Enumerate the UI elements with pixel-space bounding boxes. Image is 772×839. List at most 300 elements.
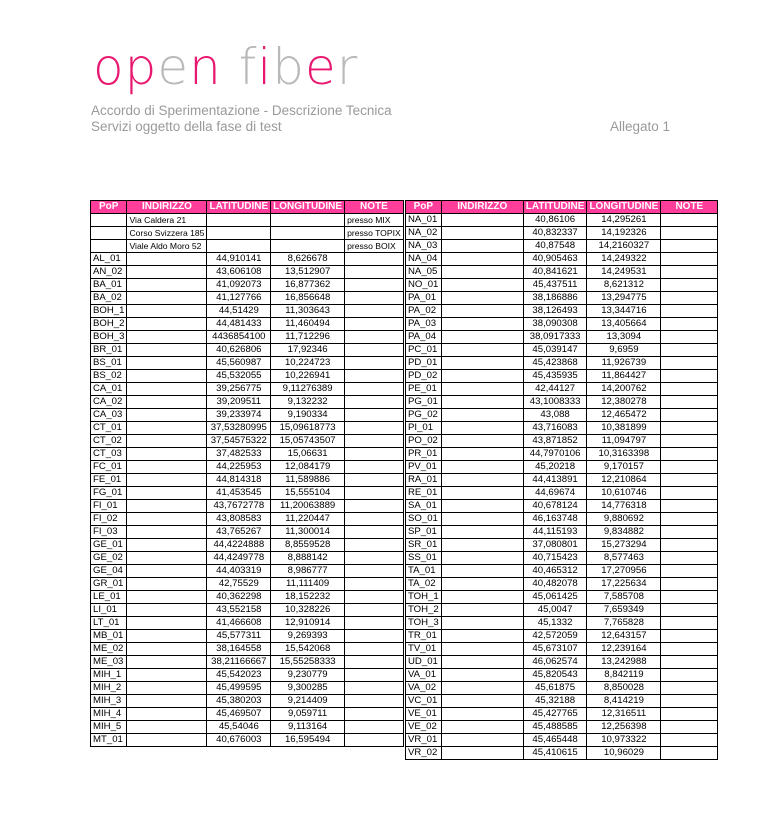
longitude-cell: 14,192326 — [587, 227, 661, 240]
longitude-cell: 10,96029 — [587, 747, 661, 760]
pop-cell: UD_01 — [406, 656, 442, 669]
longitude-cell: 10,381899 — [587, 422, 661, 435]
address-cell — [127, 461, 207, 474]
latitude-cell: 45,32188 — [523, 695, 587, 708]
longitude-cell: 7,659349 — [587, 604, 661, 617]
pop-cell: MB_01 — [91, 630, 127, 643]
table-row — [91, 214, 404, 227]
address-cell — [441, 552, 523, 565]
latitude-cell: 40,362298 — [207, 591, 271, 604]
pop-cell: FC_01 — [91, 461, 127, 474]
table-row — [406, 656, 718, 669]
note-cell — [661, 578, 718, 591]
latitude-cell: 43,716083 — [523, 422, 587, 435]
longitude-cell: 8,986777 — [271, 565, 345, 578]
pop-cell — [91, 227, 127, 240]
table-row — [91, 396, 404, 409]
longitude-cell: 12,910914 — [271, 617, 345, 630]
pop-cell: BS_02 — [91, 370, 127, 383]
address-cell — [441, 214, 523, 227]
address-cell: Corso Svizzera 185 — [127, 227, 207, 240]
longitude-cell: 8,842119 — [587, 669, 661, 682]
latitude-cell: 37,482533 — [207, 448, 271, 461]
table-row — [406, 448, 718, 461]
longitude-cell: 12,316511 — [587, 708, 661, 721]
note-cell — [345, 643, 404, 656]
address-cell — [441, 305, 523, 318]
longitude-cell: 15,555104 — [271, 487, 345, 500]
longitude-cell: 10,224723 — [271, 357, 345, 370]
table-header-row — [406, 201, 718, 214]
col-indirizzo: INDIRIZZO — [441, 201, 523, 214]
address-cell — [441, 240, 523, 253]
table-row — [406, 643, 718, 656]
note-cell — [661, 552, 718, 565]
latitude-cell: 45,410615 — [523, 747, 587, 760]
note-cell — [661, 695, 718, 708]
longitude-cell: 11,20063889 — [271, 500, 345, 513]
note-cell — [345, 305, 404, 318]
latitude-cell: 44,115193 — [523, 526, 587, 539]
pop-cell: VA_01 — [406, 669, 442, 682]
pop-cell: CT_02 — [91, 435, 127, 448]
table-row — [406, 630, 718, 643]
col-note: NOTE — [661, 201, 718, 214]
note-cell — [661, 318, 718, 331]
longitude-cell: 11,864427 — [587, 370, 661, 383]
pop-cell: PR_01 — [406, 448, 442, 461]
address-cell — [127, 656, 207, 669]
pop-cell: VC_01 — [406, 695, 442, 708]
table-row — [91, 565, 404, 578]
latitude-cell — [207, 240, 271, 253]
latitude-cell: 45,61875 — [523, 682, 587, 695]
latitude-cell: 37,53280995 — [207, 422, 271, 435]
longitude-cell: 13,294775 — [587, 292, 661, 305]
pop-cell: BA_01 — [91, 279, 127, 292]
latitude-cell: 44,7970106 — [523, 448, 587, 461]
address-cell — [441, 357, 523, 370]
latitude-cell: 4436854100 — [207, 331, 271, 344]
note-cell — [661, 266, 718, 279]
address-cell — [127, 253, 207, 266]
address-cell — [127, 721, 207, 734]
note-cell — [661, 656, 718, 669]
latitude-cell: 41,453545 — [207, 487, 271, 500]
address-cell — [127, 344, 207, 357]
longitude-cell: 11,094797 — [587, 435, 661, 448]
col-indirizzo: INDIRIZZO — [127, 201, 207, 214]
address-cell — [127, 539, 207, 552]
latitude-cell: 45,820543 — [523, 669, 587, 682]
table-row — [406, 591, 718, 604]
address-cell — [127, 305, 207, 318]
pop-cell: PG_02 — [406, 409, 442, 422]
latitude-cell: 44,4249778 — [207, 552, 271, 565]
table-row — [91, 409, 404, 422]
note-cell — [345, 370, 404, 383]
latitude-cell: 45,560987 — [207, 357, 271, 370]
latitude-cell: 38,186886 — [523, 292, 587, 305]
longitude-cell: 9,170157 — [587, 461, 661, 474]
address-cell — [441, 487, 523, 500]
latitude-cell: 40,832337 — [523, 227, 587, 240]
longitude-cell: 11,712296 — [271, 331, 345, 344]
longitude-cell: 9,059711 — [271, 708, 345, 721]
note-cell — [345, 526, 404, 539]
annex-label: Allegato 1 — [610, 119, 671, 134]
address-cell — [127, 487, 207, 500]
pop-cell: GE_01 — [91, 539, 127, 552]
note-cell — [345, 669, 404, 682]
pop-cell: PI_01 — [406, 422, 442, 435]
latitude-cell: 44,51429 — [207, 305, 271, 318]
table-row — [406, 279, 718, 292]
longitude-cell: 9,11276389 — [271, 383, 345, 396]
note-cell — [661, 669, 718, 682]
table-row — [91, 500, 404, 513]
note-cell — [345, 708, 404, 721]
address-cell — [441, 513, 523, 526]
pop-cell: PG_01 — [406, 396, 442, 409]
note-cell — [661, 565, 718, 578]
table-row — [91, 266, 404, 279]
longitude-cell: 9,113164 — [271, 721, 345, 734]
note-cell — [661, 539, 718, 552]
table-row — [406, 409, 718, 422]
pop-cell: CT_03 — [91, 448, 127, 461]
address-cell — [127, 513, 207, 526]
table-row — [91, 617, 404, 630]
pop-cell: CA_02 — [91, 396, 127, 409]
latitude-cell: 44,413891 — [523, 474, 587, 487]
longitude-cell: 9,300285 — [271, 682, 345, 695]
table-row — [91, 656, 404, 669]
pop-cell: PA_01 — [406, 292, 442, 305]
longitude-cell: 8,414219 — [587, 695, 661, 708]
latitude-cell: 44,4224888 — [207, 539, 271, 552]
pop-cell: TR_01 — [406, 630, 442, 643]
table-row — [91, 591, 404, 604]
address-cell — [127, 617, 207, 630]
address-cell — [127, 370, 207, 383]
table-row — [406, 487, 718, 500]
note-cell: presso MIX — [345, 214, 404, 227]
table-row — [91, 682, 404, 695]
address-cell — [127, 708, 207, 721]
pop-cell: NA_04 — [406, 253, 442, 266]
address-cell — [127, 578, 207, 591]
pop-cell: NA_02 — [406, 227, 442, 240]
address-cell — [441, 344, 523, 357]
latitude-cell: 45,532055 — [207, 370, 271, 383]
address-cell — [127, 474, 207, 487]
note-cell — [345, 487, 404, 500]
pop-cell: TOH_1 — [406, 591, 442, 604]
pop-cell: CT_01 — [91, 422, 127, 435]
note-cell — [661, 279, 718, 292]
latitude-cell: 45,437511 — [523, 279, 587, 292]
latitude-cell: 41,466608 — [207, 617, 271, 630]
longitude-cell: 16,595494 — [271, 734, 345, 747]
table-row — [91, 513, 404, 526]
table-row — [91, 370, 404, 383]
note-cell — [345, 279, 404, 292]
longitude-cell: 12,380278 — [587, 396, 661, 409]
latitude-cell: 39,209511 — [207, 396, 271, 409]
note-cell — [661, 708, 718, 721]
pop-cell: SA_01 — [406, 500, 442, 513]
note-cell — [345, 604, 404, 617]
latitude-cell: 41,092073 — [207, 279, 271, 292]
address-cell — [441, 227, 523, 240]
pop-cell: CA_01 — [91, 383, 127, 396]
table-row — [406, 383, 718, 396]
longitude-cell: 15,273294 — [587, 539, 661, 552]
pop-cell: PE_01 — [406, 383, 442, 396]
note-cell — [661, 526, 718, 539]
table-row — [91, 305, 404, 318]
longitude-cell — [271, 227, 345, 240]
address-cell — [441, 630, 523, 643]
table-row — [406, 513, 718, 526]
pop-cell: BR_01 — [91, 344, 127, 357]
pop-cell: TOH_2 — [406, 604, 442, 617]
latitude-cell: 45,577311 — [207, 630, 271, 643]
longitude-cell: 16,877362 — [271, 279, 345, 292]
table-row — [406, 266, 718, 279]
longitude-cell: 10,610746 — [587, 487, 661, 500]
note-cell — [345, 695, 404, 708]
address-cell — [441, 721, 523, 734]
note-cell — [661, 214, 718, 227]
table-row — [91, 279, 404, 292]
longitude-cell: 14,295261 — [587, 214, 661, 227]
longitude-cell: 9,190334 — [271, 409, 345, 422]
address-cell — [127, 435, 207, 448]
table-row — [91, 240, 404, 253]
address-cell — [441, 669, 523, 682]
note-cell — [661, 643, 718, 656]
address-cell — [441, 318, 523, 331]
latitude-cell: 40,465312 — [523, 565, 587, 578]
note-cell — [661, 227, 718, 240]
longitude-cell: 13,405664 — [587, 318, 661, 331]
note-cell — [345, 435, 404, 448]
pop-cell: LT_01 — [91, 617, 127, 630]
latitude-cell: 43,808583 — [207, 513, 271, 526]
address-cell — [127, 526, 207, 539]
address-cell — [441, 500, 523, 513]
table-row — [91, 552, 404, 565]
pop-cell: MIH_3 — [91, 695, 127, 708]
address-cell — [127, 266, 207, 279]
col-longitudine: LONGITUDINE — [587, 201, 661, 214]
longitude-cell: 10,973322 — [587, 734, 661, 747]
longitude-cell: 11,303643 — [271, 305, 345, 318]
pop-cell: AL_01 — [91, 253, 127, 266]
table-row — [406, 214, 718, 227]
longitude-cell: 12,465472 — [587, 409, 661, 422]
longitude-cell — [271, 240, 345, 253]
longitude-cell: 16,856648 — [271, 292, 345, 305]
note-cell — [661, 331, 718, 344]
address-cell — [127, 383, 207, 396]
latitude-cell: 38,0917333 — [523, 331, 587, 344]
address-cell — [441, 526, 523, 539]
address-cell — [441, 279, 523, 292]
latitude-cell: 44,481433 — [207, 318, 271, 331]
pop-cell: NA_05 — [406, 266, 442, 279]
longitude-cell: 11,589886 — [271, 474, 345, 487]
latitude-cell: 41,127766 — [207, 292, 271, 305]
latitude-cell: 45,673107 — [523, 643, 587, 656]
longitude-cell: 9,6959 — [587, 344, 661, 357]
latitude-cell: 40,715423 — [523, 552, 587, 565]
latitude-cell: 45,423868 — [523, 357, 587, 370]
pop-cell: PC_01 — [406, 344, 442, 357]
pop-cell: SS_01 — [406, 552, 442, 565]
document-title: Accordo di Sperimentazione - Descrizione Tecnica — [91, 103, 392, 118]
note-cell — [345, 318, 404, 331]
open-fiber-logo: open fiber — [93, 38, 359, 96]
pop-cell: MIH_1 — [91, 669, 127, 682]
note-cell — [345, 656, 404, 669]
col-pop: PoP — [406, 201, 442, 214]
pop-cell: FI_01 — [91, 500, 127, 513]
pop-cell: PD_02 — [406, 370, 442, 383]
table-row — [91, 422, 404, 435]
pop-cell: PA_03 — [406, 318, 442, 331]
table-row — [406, 734, 718, 747]
note-cell — [661, 721, 718, 734]
pop-cell — [91, 214, 127, 227]
table-row — [406, 552, 718, 565]
address-cell — [441, 695, 523, 708]
note-cell — [661, 500, 718, 513]
latitude-cell: 38,126493 — [523, 305, 587, 318]
latitude-cell: 44,814318 — [207, 474, 271, 487]
table-row — [91, 734, 404, 747]
note-cell: presso TOPIX — [345, 227, 404, 240]
pop-cell: PO_02 — [406, 435, 442, 448]
address-cell — [127, 591, 207, 604]
col-longitudine: LONGITUDINE — [271, 201, 345, 214]
pop-cell: SR_01 — [406, 539, 442, 552]
note-cell — [345, 721, 404, 734]
table-row — [406, 604, 718, 617]
address-cell — [441, 435, 523, 448]
longitude-cell: 15,55258333 — [271, 656, 345, 669]
address-cell — [441, 461, 523, 474]
address-cell: Viale Aldo Moro 52 — [127, 240, 207, 253]
latitude-cell: 40,86106 — [523, 214, 587, 227]
longitude-cell: 11,460494 — [271, 318, 345, 331]
pop-cell: BOH_2 — [91, 318, 127, 331]
pop-cell: FG_01 — [91, 487, 127, 500]
longitude-cell: 12,643157 — [587, 630, 661, 643]
note-cell — [345, 474, 404, 487]
table-row — [91, 695, 404, 708]
address-cell — [441, 292, 523, 305]
note-cell — [661, 370, 718, 383]
longitude-cell: 17,270956 — [587, 565, 661, 578]
latitude-cell: 40,678124 — [523, 500, 587, 513]
latitude-cell: 45,435935 — [523, 370, 587, 383]
table-row — [406, 669, 718, 682]
pop-cell — [91, 240, 127, 253]
address-cell — [441, 604, 523, 617]
pop-cell: MIH_4 — [91, 708, 127, 721]
col-latitudine: LATITUDINE — [523, 201, 587, 214]
pop-cell: LI_01 — [91, 604, 127, 617]
address-cell — [441, 578, 523, 591]
table-row — [91, 331, 404, 344]
address-cell — [127, 695, 207, 708]
note-cell — [345, 682, 404, 695]
latitude-cell: 37,54575322 — [207, 435, 271, 448]
table-row — [91, 643, 404, 656]
note-cell — [661, 292, 718, 305]
address-cell — [127, 565, 207, 578]
note-cell — [345, 734, 404, 747]
note-cell — [345, 331, 404, 344]
note-cell — [661, 734, 718, 747]
pop-table-right — [405, 200, 718, 760]
longitude-cell: 10,3163398 — [587, 448, 661, 461]
pop-cell: VA_02 — [406, 682, 442, 695]
latitude-cell: 45,20218 — [523, 461, 587, 474]
address-cell: Via Caldera 21 — [127, 214, 207, 227]
longitude-cell: 13,242988 — [587, 656, 661, 669]
table-row — [406, 305, 718, 318]
address-cell — [127, 604, 207, 617]
table-row — [406, 292, 718, 305]
pop-cell: BA_02 — [91, 292, 127, 305]
pop-cell: MT_01 — [91, 734, 127, 747]
latitude-cell: 42,572059 — [523, 630, 587, 643]
longitude-cell: 10,226941 — [271, 370, 345, 383]
note-cell — [345, 409, 404, 422]
latitude-cell: 45,1332 — [523, 617, 587, 630]
pop-cell: BOH_3 — [91, 331, 127, 344]
longitude-cell: 13,344716 — [587, 305, 661, 318]
longitude-cell: 9,880692 — [587, 513, 661, 526]
table-row — [406, 253, 718, 266]
address-cell — [127, 422, 207, 435]
note-cell — [661, 344, 718, 357]
table-row — [91, 669, 404, 682]
longitude-cell: 9,214409 — [271, 695, 345, 708]
address-cell — [127, 318, 207, 331]
table-row — [91, 344, 404, 357]
longitude-cell: 11,926739 — [587, 357, 661, 370]
longitude-cell: 13,512907 — [271, 266, 345, 279]
latitude-cell: 45,039147 — [523, 344, 587, 357]
table-row — [406, 461, 718, 474]
latitude-cell: 45,427765 — [523, 708, 587, 721]
note-cell — [345, 344, 404, 357]
note-cell — [661, 305, 718, 318]
latitude-cell: 45,380203 — [207, 695, 271, 708]
note-cell: presso BOIX — [345, 240, 404, 253]
longitude-cell: 9,230779 — [271, 669, 345, 682]
pop-cell: MIH_5 — [91, 721, 127, 734]
latitude-cell: 42,75529 — [207, 578, 271, 591]
note-cell — [661, 487, 718, 500]
note-cell — [661, 253, 718, 266]
note-cell — [345, 253, 404, 266]
